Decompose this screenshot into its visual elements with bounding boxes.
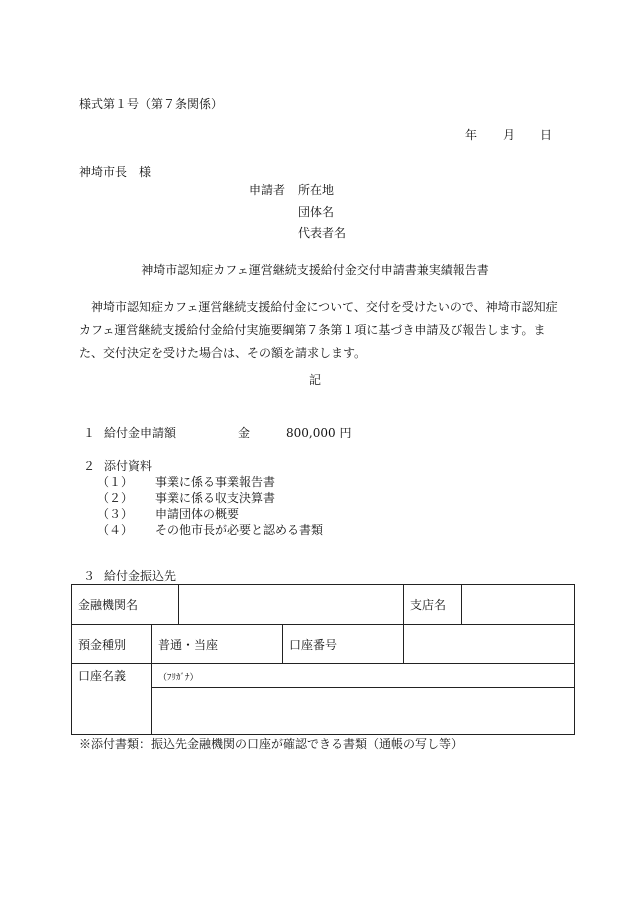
document-title: 神埼市認知症カフェ運営継続支援給付金交付申請書兼実績報告書 <box>141 263 489 277</box>
branch-value[interactable] <box>462 585 575 625</box>
item1-label: 給付金申請額 <box>104 426 177 440</box>
account-holder-value[interactable] <box>152 688 575 735</box>
subitem-text: 事業に係る事業報告書 <box>155 475 276 489</box>
institution-label: 金融機関名 <box>72 585 179 625</box>
furigana-label: （ﾌﾘｶﾞﾅ） <box>158 672 199 683</box>
item1-amount: 800,000 円 <box>286 426 352 440</box>
account-holder-label: 口座名義 <box>72 664 152 735</box>
institution-value[interactable] <box>179 585 404 625</box>
account-type-value: 普通・当座 <box>152 625 283 664</box>
item3-number: ３ <box>83 569 96 583</box>
item2-number: ２ <box>83 459 96 473</box>
date-month: 月 <box>503 128 516 142</box>
subitem-text: その他市長が必要と認める書類 <box>155 523 324 537</box>
ki-heading: 記 <box>308 373 321 387</box>
item2-subitem <box>97 490 133 506</box>
item3-label: 給付金振込先 <box>104 569 177 583</box>
item2-subitem <box>97 522 133 538</box>
item1-number: １ <box>83 426 96 440</box>
applicant-label: 申請者 <box>249 183 286 197</box>
subitem-number: （３） <box>97 507 134 521</box>
addressee: 神埼市長 様 <box>79 165 152 179</box>
account-number-label: 口座番号 <box>283 625 404 664</box>
applicant-representative: 代表者名 <box>298 226 347 240</box>
account-number-value[interactable] <box>404 625 575 664</box>
applicant-address: 所在地 <box>298 183 335 197</box>
bank-account-table <box>71 584 575 735</box>
date-year: 年 <box>465 128 478 142</box>
item2-label: 添付資料 <box>104 459 153 473</box>
attachment-note: ※添付書類：振込先金融機関の口座が確認できる書類（通帳の写し等） <box>79 737 464 751</box>
furigana-cell[interactable] <box>152 664 575 688</box>
item2-subitem <box>97 474 133 490</box>
subitem-text: 事業に係る収支決算書 <box>155 491 276 505</box>
date-day: 日 <box>540 128 553 142</box>
subitem-number: （２） <box>97 491 134 505</box>
account-type-label: 預金種別 <box>72 625 152 664</box>
item2-subitem <box>97 506 133 522</box>
subitem-number: （１） <box>97 475 134 489</box>
body-paragraph: 神埼市認知症カフェ運営継続支援給付金について、交付を受けたいので、神埼市認知症カフェ運営継続支援給付金給付実施要綱第７条第１項に基づき申請及び報告します。また、交付決定を受けた場合は、その額を請求します。 <box>79 300 558 360</box>
applicant-organization: 団体名 <box>298 205 335 219</box>
item1-kin: 金 <box>238 426 251 440</box>
subitem-number: （４） <box>97 523 134 537</box>
form-number: 様式第１号（第７条関係） <box>79 97 224 111</box>
subitem-text: 申請団体の概要 <box>155 507 240 521</box>
date-line <box>0 127 630 143</box>
branch-label: 支店名 <box>404 585 462 625</box>
